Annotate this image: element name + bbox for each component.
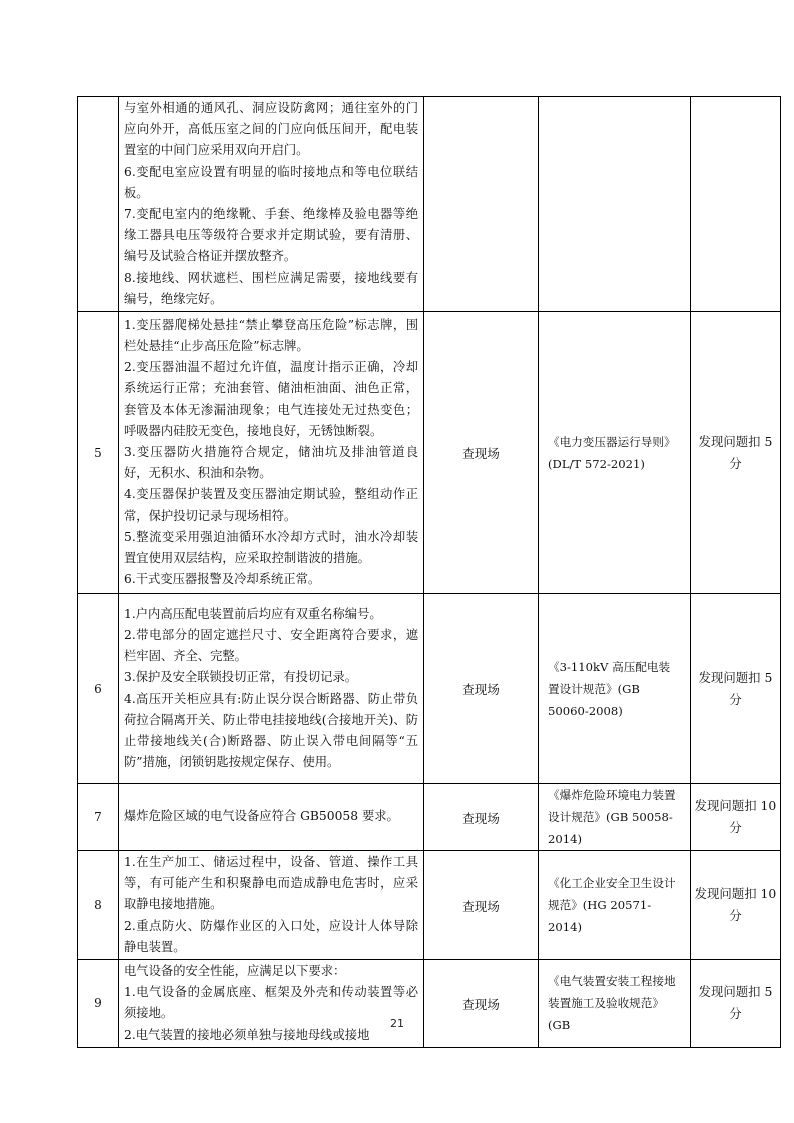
content-item: 3.保护及安全联锁投切正常，有投切记录。	[124, 670, 358, 685]
table-row	[78, 312, 781, 594]
content-item: 2.变压器油温不超过允许值，温度计指示正确，冷却系统运行正常；充油套管、储油柜油面、油色正常，套管及本体无渗漏油现象；电气连接处无过热变色；呼吸器内硅胶无变色，接地良好，无锈蚀断裂。	[124, 360, 418, 438]
row-number: 8	[78, 851, 119, 960]
content-item: 与室外相通的通风孔、洞应设防禽网；通往室外的门应向外开，高低压室之间的门应向低压间开，配电装置室的中间门应采用双向开启门。	[124, 101, 418, 158]
row-number: 6	[78, 594, 119, 784]
content-item: 电气设备的安全性能，应满足以下要求：	[124, 964, 346, 979]
inspection-method: 查现场	[424, 784, 539, 851]
table-row	[78, 851, 781, 960]
row-number: 7	[78, 784, 119, 851]
content-item: 1.变压器爬梯处悬挂“禁止攀登高压危险”标志牌，围栏处悬挂“止步高压危险”标志牌。	[124, 317, 418, 353]
deduction-rule: 发现问题扣 5 分	[691, 960, 781, 1048]
content-item: 1.户内高压配电装置前后均应有双重名称编号。	[124, 606, 382, 621]
table-row	[78, 594, 781, 784]
inspection-content	[119, 960, 424, 1048]
content-item: 6.干式变压器报警及冷却系统正常。	[124, 572, 321, 587]
table-row	[78, 784, 781, 851]
content-item: 4.高压开关柜应具有:防止误分误合断路器、防止带负荷拉合隔离开关、防止带电挂接地线(合接地开关)、防止带接地线关(合)断路器、防止误入带电间隔等“五防”措施，闭锁钥匙按规定保存、使用。	[124, 691, 418, 770]
content-item: 1.在生产加工、储运过程中，设备、管道、操作工具等，有可能产生和积聚静电而造成静电危害时，应采取静电接地措施。	[124, 855, 418, 912]
content-item: 4.变压器保护装置及变压器油定期试验，整组动作正常，保护投切记录与现场相符。	[124, 487, 418, 523]
page-number: 21	[390, 1017, 404, 1030]
inspection-table	[77, 96, 781, 1048]
reference-standard: 《化工企业安全卫生设计规范》(HG 20571-2014)	[539, 851, 691, 960]
inspection-method	[424, 97, 539, 312]
inspection-content	[119, 97, 424, 312]
reference-standard: 《爆炸危险环境电力装置设计规范》(GB 50058-2014)	[539, 784, 691, 851]
reference-standard	[539, 97, 691, 312]
inspection-content	[119, 312, 424, 594]
row-number: 5	[78, 312, 119, 594]
inspection-method: 查现场	[424, 960, 539, 1048]
deduction-rule: 发现问题扣 10 分	[691, 784, 781, 851]
content-item: 2.带电部分的固定遮拦尺寸、安全距离符合要求，遮栏牢固、齐全、完整。	[124, 627, 418, 664]
content-item: 8.接地线、网状遮栏、围栏应满足需要，接地线要有编号，绝缘完好。	[124, 270, 418, 306]
inspection-content	[119, 784, 424, 851]
content-item: 6.变配电室应设置有明显的临时接地点和等电位联结板。	[124, 164, 418, 200]
deduction-rule: 发现问题扣 5 分	[691, 594, 781, 784]
inspection-content	[119, 851, 424, 960]
content-item: 2.电气装置的接地必须单独与接地母线或接地	[124, 1027, 370, 1042]
inspection-method: 查现场	[424, 851, 539, 960]
inspection-content	[119, 594, 424, 784]
row-number: 9	[78, 960, 119, 1048]
reference-standard: 《3-110kV 高压配电装置设计规范》(GB 50060-2008)	[539, 594, 691, 784]
content-item: 1.电气设备的金属底座、框架及外壳和传动装置等必须接地。	[124, 985, 418, 1021]
content-item: 2.重点防火、防爆作业区的入口处，应设计人体导除静电装置。	[124, 918, 418, 954]
table-row	[78, 960, 781, 1048]
deduction-rule	[691, 97, 781, 312]
content-item: 3.变压器防火措施符合规定，储油坑及排油管道良好，无积水、积油和杂物。	[124, 444, 418, 481]
deduction-rule: 发现问题扣 5 分	[691, 312, 781, 594]
deduction-rule: 发现问题扣 10 分	[691, 851, 781, 960]
inspection-method: 查现场	[424, 594, 539, 784]
table-row	[78, 97, 781, 312]
content-item: 爆炸危险区域的电气设备应符合 GB50058 要求。	[124, 809, 399, 824]
content-item: 7.变配电室内的绝缘靴、手套、绝缘棒及验电器等绝缘工器具电压等级符合要求并定期试验，要有清册、编号及试验合格证并摆放整齐。	[124, 207, 418, 264]
reference-standard: 《电力变压器运行导则》(DL/T 572-2021)	[539, 312, 691, 594]
row-number	[78, 97, 119, 312]
content-item: 5.整流变采用强迫油循环水冷却方式时，油水冷却装置宜使用双层结构，应采取控制谐波的措施。	[124, 529, 418, 565]
reference-standard: 《电气装置安装工程接地装置施工及验收规范》(GB	[539, 960, 691, 1048]
inspection-method: 查现场	[424, 312, 539, 594]
